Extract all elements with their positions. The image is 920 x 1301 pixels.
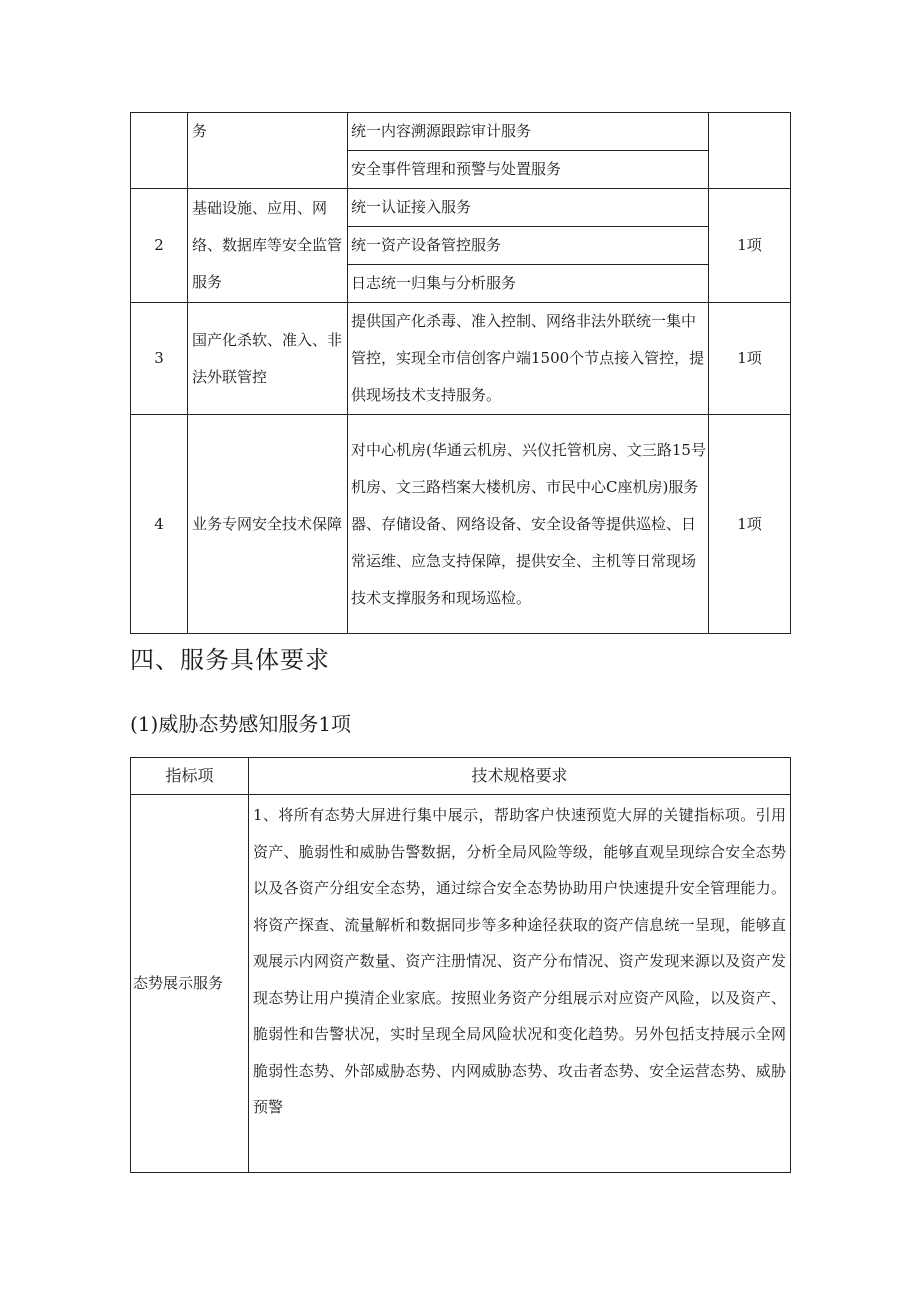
quantity: 1项 [709,303,791,415]
sub-item: 安全事件管理和预警与处置服务 [351,160,562,178]
spec-requirements-table [130,757,791,1173]
sub-item: 日志统一归集与分析服务 [351,274,517,292]
service-content [348,113,709,189]
quantity: 1项 [709,415,791,634]
table-row [131,415,791,634]
row-number: 2 [131,189,188,303]
table-header-row [131,758,791,795]
row-number: 4 [131,415,188,634]
row-number: 3 [131,303,188,415]
table-row [131,303,791,415]
section-title: 四、服务具体要求 [130,646,330,674]
quantity [709,113,791,189]
service-name: 业务专网安全技术保障 [188,415,348,634]
table-row [131,795,791,1173]
quantity: 1项 [709,189,791,303]
header-spec: 技术规格要求 [249,758,791,795]
table-row [131,113,791,189]
service-content: 提供国产化杀毒、准入控制、网络非法外联统一集中管控，实现全市信创客户端1500个节点接入管控，提供现场技术支持服务。 [348,303,709,415]
sub-item: 统一资产设备管控服务 [348,227,708,265]
indicator-label: 态势展示服务 [131,795,249,1173]
spec-text: 1、将所有态势大屏进行集中展示，帮助客户快速预览大屏的关键指标项。引用资产、脆弱性和威胁告警数据，分析全局风险等级，能够直观呈现综合安全态势以及各资产分组安全态势，通过综合安全态势协助用户快速提升安全管理能力。将资产探查、流量解析和数据同步等多种途径获取的资产信息统一呈现，能够直观展示内网资产数量、资产注册情况、资产分布情况、资产发现来源以及资产发现态势让用户摸清企业家底。按照业务资产分组展示对应资产风险，以及资产、脆弱性和告警状况，实时呈现全局风险状况和变化趋势。另外包括支持展示全网脆弱性态势、外部威胁态势、内网威胁态势、攻击者态势、安全运营态势、威胁预警 [249,795,791,1173]
service-name: 基础设施、应用、网络、数据库等安全监管服务 [188,189,348,303]
service-name: 国产化杀软、准入、非法外联管控 [188,303,348,415]
sub-item: 统一内容溯源跟踪审计服务 [348,113,708,151]
header-indicator: 指标项 [131,758,249,795]
table-row [131,189,791,303]
service-name: 务 [188,113,348,189]
row-number [131,113,188,189]
service-content: 对中心机房(华通云机房、兴仪托管机房、文三路15号机房、文三路档案大楼机房、市民中心C座机房)服务器、存储设备、网络设备、安全设备等提供巡检、日常运维、应急支持保障，提供安全、主机等日常现场技术支撑服务和现场巡检。 [348,415,709,634]
subsection-title: (1)威胁态势感知服务1项 [130,712,352,736]
service-content [348,189,709,303]
sub-item: 统一认证接入服务 [348,189,708,227]
service-items-table [130,112,791,634]
